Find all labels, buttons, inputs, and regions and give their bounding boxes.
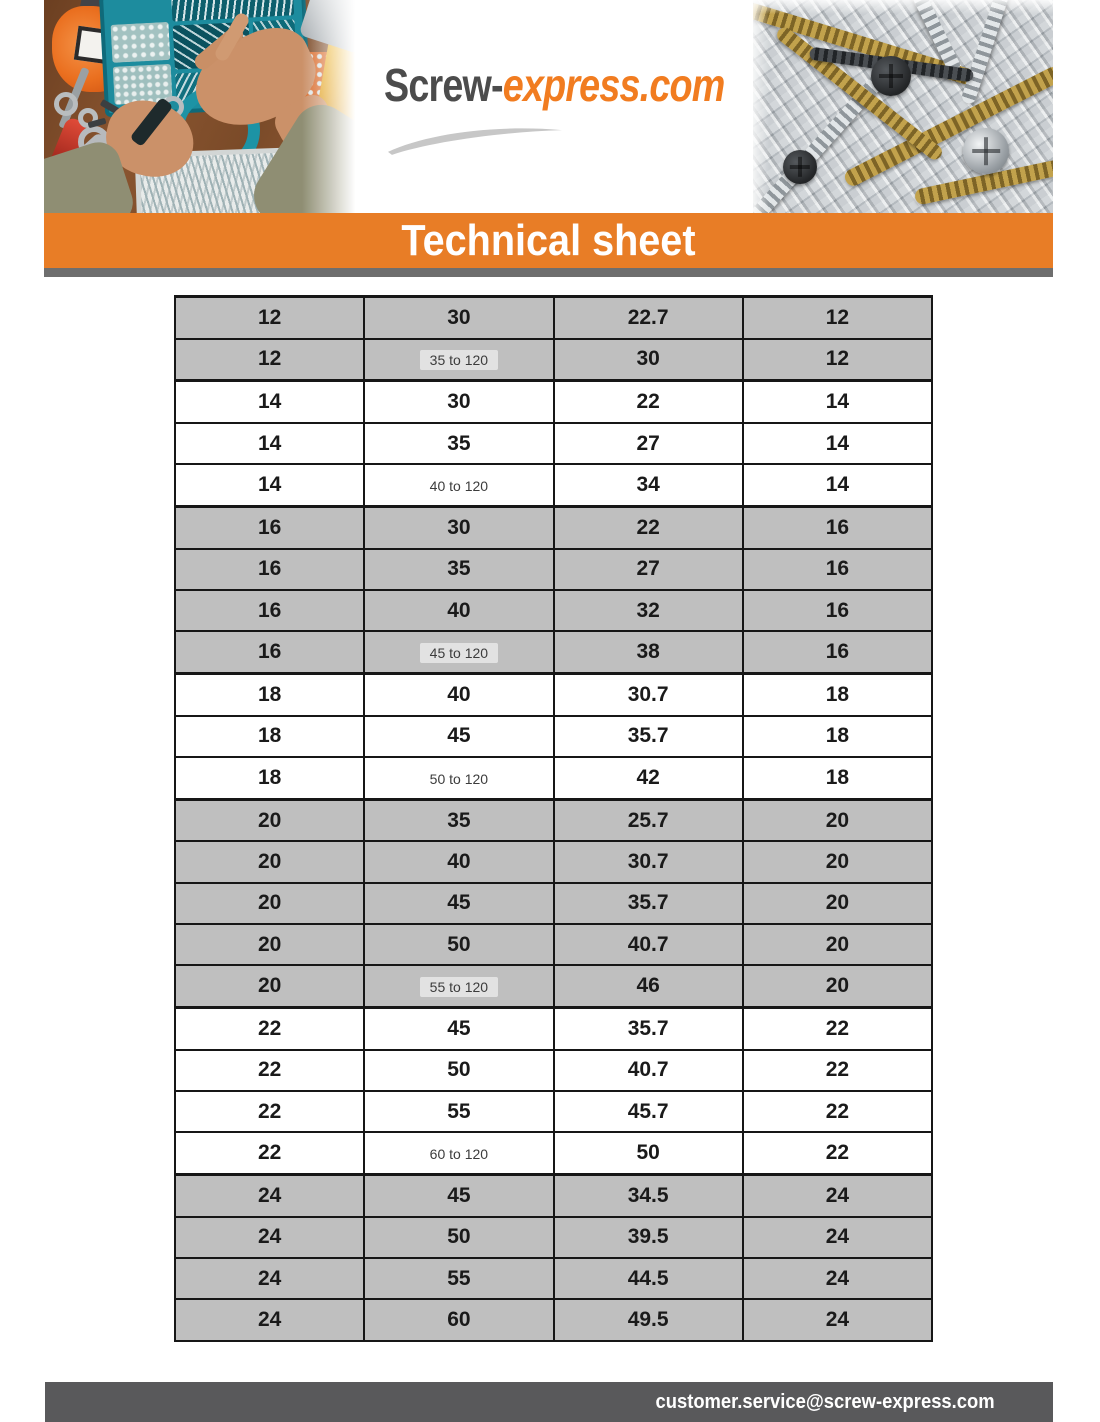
table-row (175, 381, 932, 423)
table-cell: 22 (743, 1132, 932, 1174)
table-row (175, 1217, 932, 1258)
screws-photo (753, 0, 1053, 213)
table-cell: 34.5 (554, 1175, 743, 1217)
table-cell (364, 965, 553, 1007)
table-cell: 30 (364, 506, 553, 548)
table-cell: 45.7 (554, 1091, 743, 1132)
table-cell: 35.7 (554, 1008, 743, 1050)
table-cell: 60 (364, 1299, 553, 1341)
table-row (175, 965, 932, 1007)
table-cell: 22.7 (554, 297, 743, 339)
banner-shadow-strip (44, 268, 1053, 277)
table-cell: 40.7 (554, 1050, 743, 1091)
table-cell: 39.5 (554, 1217, 743, 1258)
table-cell: 22 (743, 1091, 932, 1132)
table-cell: 30.7 (554, 674, 743, 716)
table-cell: 18 (175, 674, 364, 716)
table-cell: 22 (554, 381, 743, 423)
logo-swoosh-icon (386, 124, 564, 156)
table-cell: 12 (743, 339, 932, 381)
table-row (175, 799, 932, 841)
table-cell: 20 (175, 924, 364, 965)
table-cell (364, 339, 553, 381)
table-cell: 22 (175, 1050, 364, 1091)
table-cell: 30.7 (554, 841, 743, 882)
workbench-photo (44, 0, 360, 213)
table-cell: 44.5 (554, 1258, 743, 1299)
table-cell (364, 1132, 553, 1174)
table-cell: 35 (364, 549, 553, 590)
table-cell: 16 (743, 631, 932, 673)
table-row (175, 1050, 932, 1091)
table-cell: 12 (175, 297, 364, 339)
table-row (175, 297, 932, 339)
table-cell: 35.7 (554, 883, 743, 924)
table-cell: 16 (743, 506, 932, 548)
table-cell: 18 (743, 674, 932, 716)
photo-top-fade (753, 0, 1053, 14)
table-cell: 40 (364, 674, 553, 716)
table-cell: 16 (743, 590, 932, 631)
range-value: 55 to 120 (420, 977, 498, 997)
table-cell: 12 (175, 339, 364, 381)
table-cell: 14 (743, 381, 932, 423)
table-cell: 24 (743, 1258, 932, 1299)
table-cell: 55 (364, 1091, 553, 1132)
table-cell: 30 (364, 381, 553, 423)
table-row (175, 423, 932, 464)
range-value: 40 to 120 (420, 476, 498, 496)
table-cell: 45 (364, 716, 553, 757)
spec-table-body (175, 297, 932, 1342)
table-cell: 42 (554, 757, 743, 799)
range-value: 60 to 120 (420, 1144, 498, 1164)
table-cell: 22 (554, 506, 743, 548)
table-cell: 18 (743, 716, 932, 757)
table-cell: 20 (175, 799, 364, 841)
table-cell: 24 (175, 1299, 364, 1341)
table-cell (364, 631, 553, 673)
logo-text-screw: Screw- (384, 59, 503, 111)
table-cell: 22 (175, 1132, 364, 1174)
table-cell: 20 (743, 883, 932, 924)
range-value: 50 to 120 (420, 769, 498, 789)
organizer-compartment (111, 22, 171, 63)
table-cell: 24 (175, 1258, 364, 1299)
photo-left-fade (753, 0, 769, 213)
screw-head (871, 56, 911, 96)
table-cell: 24 (175, 1175, 364, 1217)
organizer-compartment (171, 0, 294, 22)
table-cell: 16 (175, 631, 364, 673)
table-cell: 50 (364, 924, 553, 965)
table-cell: 14 (175, 381, 364, 423)
photo-right-fade (302, 0, 360, 213)
table-cell: 35 (364, 799, 553, 841)
table-row (175, 506, 932, 548)
table-row (175, 1258, 932, 1299)
table-cell: 16 (175, 549, 364, 590)
silver-screw (753, 64, 894, 213)
table-row (175, 590, 932, 631)
table-cell: 14 (175, 423, 364, 464)
table-cell: 18 (743, 757, 932, 799)
table-cell: 20 (743, 924, 932, 965)
table-row (175, 1132, 932, 1174)
table-row (175, 1008, 932, 1050)
table-cell: 22 (743, 1050, 932, 1091)
table-row (175, 841, 932, 882)
title-banner (44, 213, 1053, 268)
table-cell: 30 (554, 339, 743, 381)
table-cell: 24 (743, 1299, 932, 1341)
table-cell: 32 (554, 590, 743, 631)
table-cell (364, 464, 553, 506)
table-cell: 24 (743, 1175, 932, 1217)
table-cell: 50 (364, 1050, 553, 1091)
logo (384, 58, 734, 168)
table-cell: 24 (743, 1217, 932, 1258)
table-cell: 30 (364, 297, 553, 339)
table-cell: 50 (554, 1132, 743, 1174)
table-row (175, 464, 932, 506)
table-row (175, 716, 932, 757)
table-cell: 50 (364, 1217, 553, 1258)
table-cell: 22 (175, 1008, 364, 1050)
table-cell: 16 (175, 506, 364, 548)
table-cell: 22 (175, 1091, 364, 1132)
table-cell: 38 (554, 631, 743, 673)
table-cell: 45 (364, 1008, 553, 1050)
table-cell: 18 (175, 757, 364, 799)
range-value: 35 to 120 (420, 350, 498, 370)
table-cell: 46 (554, 965, 743, 1007)
table-row (175, 339, 932, 381)
table-row (175, 1175, 932, 1217)
table-cell: 45 (364, 1175, 553, 1217)
footer-bar (45, 1382, 1053, 1422)
footer-email: customer.service@screw-express.com (655, 1390, 995, 1413)
table-cell: 25.7 (554, 799, 743, 841)
logo-text (384, 58, 724, 112)
screw-head (963, 128, 1009, 174)
table-cell: 35 (364, 423, 553, 464)
table-row (175, 924, 932, 965)
table-cell: 55 (364, 1258, 553, 1299)
table-cell: 45 (364, 883, 553, 924)
table-cell: 20 (175, 883, 364, 924)
table-cell: 27 (554, 423, 743, 464)
table-cell: 20 (175, 965, 364, 1007)
table-cell: 12 (743, 297, 932, 339)
table-cell: 40 (364, 841, 553, 882)
range-value: 45 to 120 (420, 643, 498, 663)
table-cell (364, 757, 553, 799)
table-cell: 14 (175, 464, 364, 506)
table-cell: 34 (554, 464, 743, 506)
table-cell: 20 (175, 841, 364, 882)
table-cell: 35.7 (554, 716, 743, 757)
table-row (175, 674, 932, 716)
table-cell: 40.7 (554, 924, 743, 965)
table-cell: 22 (743, 1008, 932, 1050)
table-cell: 49.5 (554, 1299, 743, 1341)
table-cell: 40 (364, 590, 553, 631)
table-row (175, 883, 932, 924)
table-row (175, 549, 932, 590)
table-row (175, 1299, 932, 1341)
table-cell: 16 (175, 590, 364, 631)
screw-head (783, 150, 817, 184)
table-cell: 24 (175, 1217, 364, 1258)
spec-table (174, 295, 933, 1342)
table-cell: 27 (554, 549, 743, 590)
table-row (175, 631, 932, 673)
page-title: Technical sheet (401, 215, 696, 265)
table-cell: 20 (743, 965, 932, 1007)
table-cell: 14 (743, 423, 932, 464)
table-cell: 16 (743, 549, 932, 590)
table-cell: 20 (743, 799, 932, 841)
logo-text-express: express.com (502, 59, 725, 111)
table-cell: 14 (743, 464, 932, 506)
table-row (175, 1091, 932, 1132)
table-row (175, 757, 932, 799)
table-cell: 18 (175, 716, 364, 757)
header (0, 0, 1100, 213)
table-cell: 20 (743, 841, 932, 882)
washer (54, 92, 78, 116)
